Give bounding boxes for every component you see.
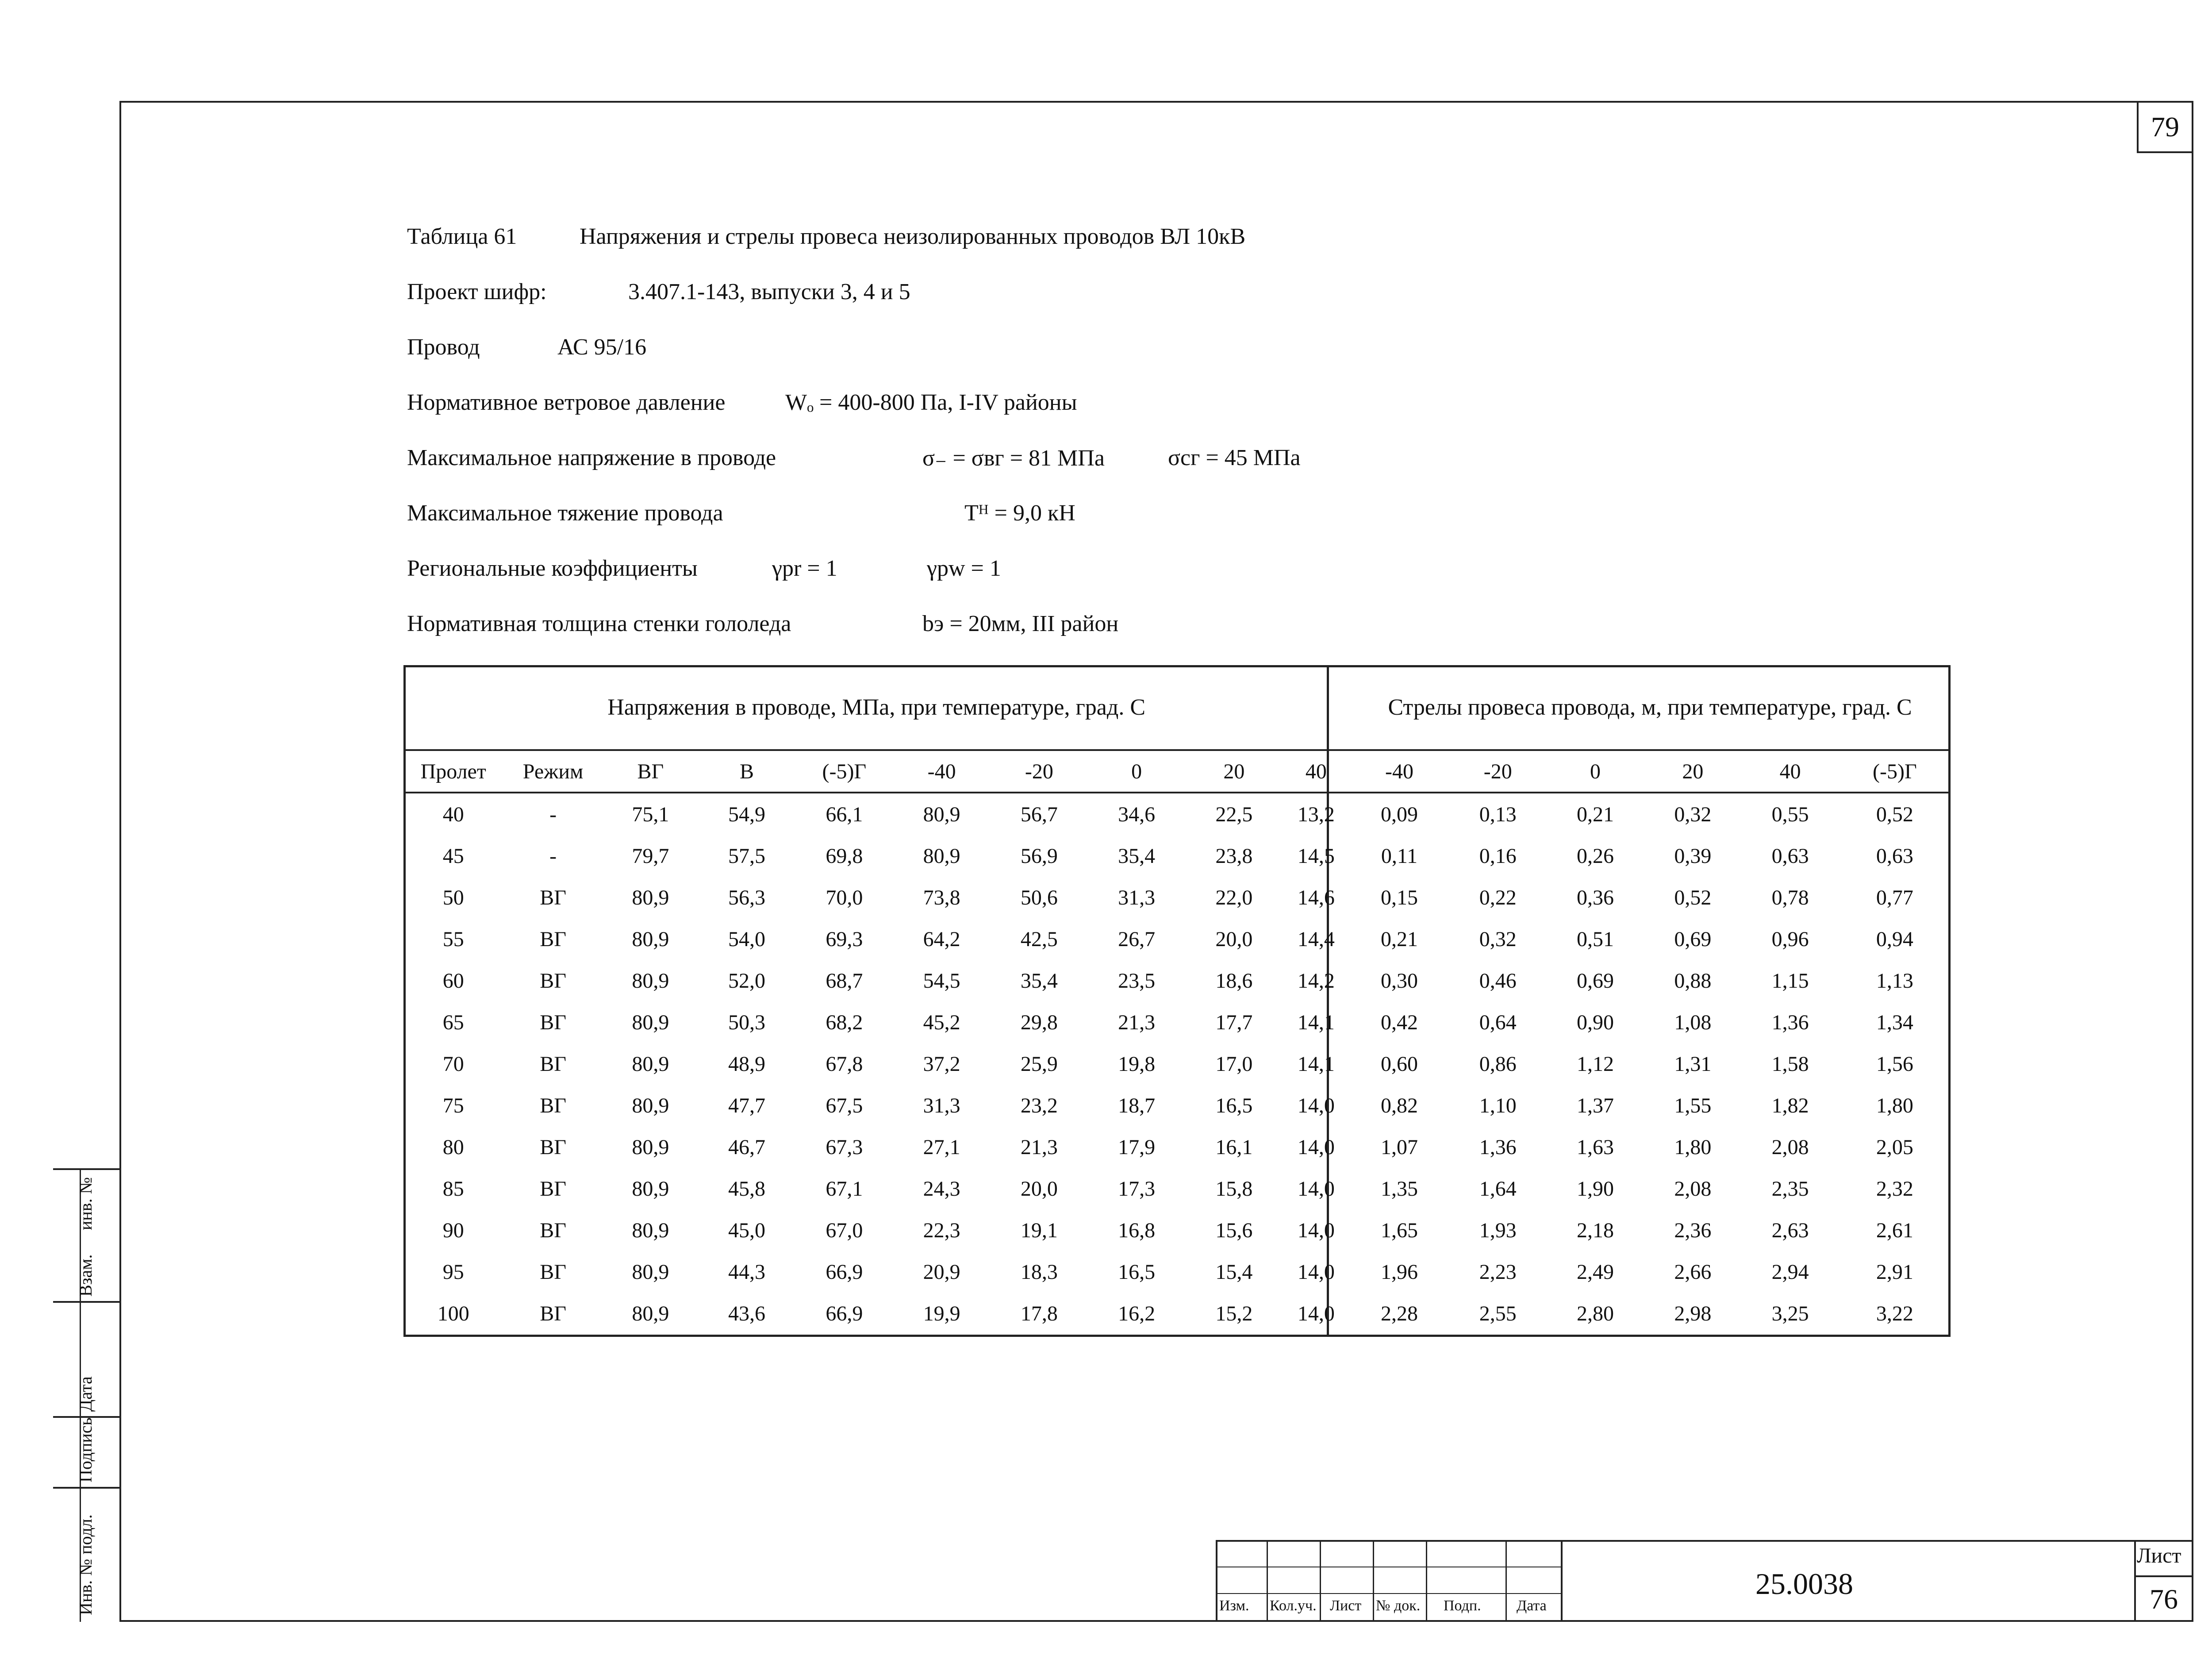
table-cell: 22,0: [1215, 885, 1253, 909]
table-cell: 66,1: [826, 802, 863, 826]
table-cell: 73,8: [923, 885, 960, 909]
table-cell: 0,88: [1674, 969, 1712, 993]
table-cell: 80,9: [632, 1218, 669, 1242]
stress-value: σ₋ = σвг = 81 МПа: [922, 446, 1105, 471]
table-cell: 0,51: [1577, 927, 1614, 951]
table-cell: 2,36: [1674, 1218, 1712, 1242]
table-cell: 16,2: [1118, 1301, 1156, 1325]
table-cell: 14,1: [1297, 1010, 1335, 1034]
wire-value: АС 95/16: [557, 335, 647, 360]
col-header: -40: [1349, 750, 1449, 793]
table-cell: 85: [442, 1177, 464, 1201]
table-row: [403, 1001, 1951, 1043]
table-cell: 1,35: [1380, 1177, 1418, 1201]
table-body: [403, 793, 1951, 1334]
side-stamp-divider: [53, 1301, 119, 1303]
table-cell: 16,5: [1215, 1093, 1253, 1117]
table-cell: 20,0: [1215, 927, 1253, 951]
table-cell: ВГ: [540, 1218, 566, 1242]
table-cell: 1,82: [1771, 1093, 1809, 1117]
table-cell: 0,32: [1674, 802, 1712, 826]
table-cell: 0,94: [1876, 927, 1913, 951]
table-cell: 2,28: [1380, 1301, 1418, 1325]
stamp-label-kolich: Кол.уч.: [1270, 1598, 1317, 1614]
table-cell: 0,26: [1577, 844, 1614, 868]
project-label: Проект шифр:: [407, 279, 547, 304]
table-cell: 69,3: [826, 927, 863, 951]
table-cell: 45,8: [728, 1177, 766, 1201]
table-cell: 2,08: [1771, 1135, 1809, 1159]
table-cell: 2,35: [1771, 1177, 1809, 1201]
grid-line: [1320, 1540, 1321, 1622]
table-cell: 70,0: [826, 885, 863, 909]
project-value: 3.407.1-143, выпуски 3, 4 и 5: [628, 279, 910, 304]
table-cell: 52,0: [728, 969, 766, 993]
table-cell: ВГ: [540, 1052, 566, 1076]
table-cell: 35,4: [1020, 969, 1058, 993]
col-header: -40: [893, 750, 990, 793]
wind-label: Нормативное ветровое давление: [407, 390, 726, 415]
table-cell: 40: [442, 802, 464, 826]
col-header: (-5)Г: [1839, 750, 1951, 793]
table-cell: 45,0: [728, 1218, 766, 1242]
table-cell: 1,15: [1771, 969, 1809, 993]
stamp-label-doc: № док.: [1376, 1598, 1421, 1614]
table-cell: 14,0: [1297, 1093, 1335, 1117]
side-label-invno: инв. №: [76, 1177, 96, 1230]
table-cell: 17,8: [1020, 1301, 1058, 1325]
table-cell: 80,9: [632, 1135, 669, 1159]
stamp-label-date: Дата: [1517, 1598, 1547, 1614]
col-header: (-5)Г: [795, 750, 893, 793]
col-header: -20: [991, 750, 1088, 793]
side-label-sign: Подпись: [76, 1417, 96, 1482]
table-cell: 20,9: [923, 1260, 960, 1284]
table-cell: 35,4: [1118, 844, 1156, 868]
document-code: 25.0038: [1755, 1567, 1853, 1601]
table-row: [403, 1251, 1951, 1293]
regional-value-2: γpw = 1: [927, 556, 1001, 581]
table-cell: 2,18: [1577, 1218, 1614, 1242]
table-cell: 80,9: [923, 802, 960, 826]
col-header: 20: [1185, 750, 1283, 793]
table-cell: 14,0: [1297, 1218, 1335, 1242]
table-cell: ВГ: [540, 927, 566, 951]
group-header-sag: Стрелы провеса провода, м, при температуре, град. С: [1349, 665, 1951, 750]
table-row: [403, 1168, 1951, 1209]
table-cell: 2,98: [1674, 1301, 1712, 1325]
table-cell: 47,7: [728, 1093, 766, 1117]
sheet-number-top: 79: [2137, 101, 2193, 153]
table-cell: 75,1: [632, 802, 669, 826]
table-cell: 14,4: [1297, 927, 1335, 951]
col-header: 0: [1088, 750, 1185, 793]
table-cell: 1,90: [1577, 1177, 1614, 1201]
table-cell: 67,0: [826, 1218, 863, 1242]
table-cell: 14,0: [1297, 1135, 1335, 1159]
table-cell: 54,9: [728, 802, 766, 826]
table-row: [403, 1209, 1951, 1251]
table-cell: 0,69: [1674, 927, 1712, 951]
table-cell: 29,8: [1020, 1010, 1058, 1034]
table-cell: 0,63: [1771, 844, 1809, 868]
table-row: [403, 1293, 1951, 1334]
tension-label: Максимальное тяжение провода: [407, 500, 723, 526]
table-cell: 0,15: [1380, 885, 1418, 909]
table-cell: 1,80: [1674, 1135, 1712, 1159]
col-header: -20: [1449, 750, 1547, 793]
table-cell: 0,21: [1380, 927, 1418, 951]
table-cell: 67,5: [826, 1093, 863, 1117]
table-cell: 67,8: [826, 1052, 863, 1076]
table-cell: 3,22: [1876, 1301, 1913, 1325]
grid-line: [1373, 1540, 1374, 1622]
table-cell: 1,10: [1479, 1093, 1517, 1117]
table-cell: 0,86: [1479, 1052, 1517, 1076]
table-cell: 19,8: [1118, 1052, 1156, 1076]
table-cell: 1,65: [1380, 1218, 1418, 1242]
table-cell: 2,63: [1771, 1218, 1809, 1242]
table-cell: 27,1: [923, 1135, 960, 1159]
table-cell: 46,7: [728, 1135, 766, 1159]
table-cell: 0,64: [1479, 1010, 1517, 1034]
table-cell: 50: [442, 885, 464, 909]
table-cell: 55: [442, 927, 464, 951]
table-cell: 80,9: [632, 1177, 669, 1201]
col-header: Пролет: [403, 750, 503, 793]
table-cell: ВГ: [540, 1135, 566, 1159]
table-cell: 15,2: [1215, 1301, 1253, 1325]
table-cell: 0,39: [1674, 844, 1712, 868]
table-cell: 68,2: [826, 1010, 863, 1034]
grid-line: [1505, 1540, 1507, 1622]
table-cell: 1,58: [1771, 1052, 1809, 1076]
table-cell: 1,93: [1479, 1218, 1517, 1242]
table-cell: 0,77: [1876, 885, 1913, 909]
table-cell: 0,11: [1381, 844, 1418, 868]
table-cell: 24,3: [923, 1177, 960, 1201]
table-cell: 90: [442, 1218, 464, 1242]
table-cell: 0,42: [1380, 1010, 1418, 1034]
table-cell: 100: [437, 1301, 469, 1325]
table-cell: 43,6: [728, 1301, 766, 1325]
table-cell: 2,23: [1479, 1260, 1517, 1284]
table-cell: 23,8: [1215, 844, 1253, 868]
table-cell: 14,6: [1297, 885, 1335, 909]
table-cell: 3,25: [1771, 1301, 1809, 1325]
table-cell: 31,3: [923, 1093, 960, 1117]
table-cell: 14,5: [1297, 844, 1335, 868]
table-cell: 67,3: [826, 1135, 863, 1159]
table-cell: 2,91: [1876, 1260, 1913, 1284]
table-cell: 0,96: [1771, 927, 1809, 951]
side-label-inv: Инв. № подл.: [76, 1514, 96, 1615]
table-cell: 23,2: [1020, 1093, 1058, 1117]
table-cell: 1,34: [1876, 1010, 1913, 1034]
table-cell: 2,80: [1577, 1301, 1614, 1325]
table-cell: ВГ: [540, 885, 566, 909]
table-cell: 15,6: [1215, 1218, 1253, 1242]
col-header: 40: [1741, 750, 1839, 793]
table-cell: 0,32: [1479, 927, 1517, 951]
grid-line: [1426, 1540, 1427, 1622]
table-cell: 22,3: [923, 1218, 960, 1242]
column-header-row: [403, 750, 1951, 793]
table-cell: 80,9: [632, 1052, 669, 1076]
table-cell: 0,36: [1577, 885, 1614, 909]
table-cell: 34,6: [1118, 802, 1156, 826]
table-cell: 22,5: [1215, 802, 1253, 826]
table-cell: 17,7: [1215, 1010, 1253, 1034]
side-stamp: [53, 1168, 119, 1622]
table-row: [403, 835, 1951, 877]
table-cell: 54,5: [923, 969, 960, 993]
table-cell: 1,12: [1577, 1052, 1614, 1076]
table-cell: 0,78: [1771, 885, 1809, 909]
table-cell: 18,3: [1020, 1260, 1058, 1284]
table-cell: 0,30: [1380, 969, 1418, 993]
table-cell: 42,5: [1020, 927, 1058, 951]
table-cell: 15,4: [1215, 1260, 1253, 1284]
table-cell: 13,2: [1297, 802, 1335, 826]
table-cell: 0,63: [1876, 844, 1913, 868]
table-cell: 31,3: [1118, 885, 1156, 909]
table-cell: 14,2: [1297, 969, 1335, 993]
sheet-number: 76: [2134, 1575, 2193, 1622]
table-cell: 37,2: [923, 1052, 960, 1076]
table-cell: 23,5: [1118, 969, 1156, 993]
table-cell: 69,8: [826, 844, 863, 868]
table-cell: 70: [442, 1052, 464, 1076]
side-stamp-divider: [53, 1487, 119, 1489]
col-header: 40: [1283, 750, 1350, 793]
table-cell: ВГ: [540, 969, 566, 993]
table-cell: 68,7: [826, 969, 863, 993]
table-row: [403, 1043, 1951, 1085]
table-cell: 0,52: [1876, 802, 1913, 826]
regional-label: Региональные коэффициенты: [407, 556, 698, 581]
table-cell: 18,6: [1215, 969, 1253, 993]
table-cell: 0,09: [1380, 802, 1418, 826]
table-cell: 0,69: [1577, 969, 1614, 993]
table-cell: 79,7: [632, 844, 669, 868]
table-cell: 0,52: [1674, 885, 1712, 909]
col-header: 20: [1644, 750, 1741, 793]
table-cell: 1,80: [1876, 1093, 1913, 1117]
table-cell: -: [549, 802, 557, 826]
table-cell: 2,49: [1577, 1260, 1614, 1284]
table-cell: 45,2: [923, 1010, 960, 1034]
table-cell: 54,0: [728, 927, 766, 951]
table-cell: 21,3: [1118, 1010, 1156, 1034]
table-cell: 16,1: [1215, 1135, 1253, 1159]
sheet-label: Лист: [2137, 1544, 2181, 1567]
table-cell: 19,1: [1020, 1218, 1058, 1242]
ice-label: Нормативная толщина стенки гололеда: [407, 611, 791, 636]
table-cell: 57,5: [728, 844, 766, 868]
table-row: [403, 960, 1951, 1001]
table-cell: 95: [442, 1260, 464, 1284]
table-cell: 1,13: [1876, 969, 1913, 993]
stamp-label-sign: Подп.: [1444, 1598, 1481, 1614]
side-stamp-divider: [53, 1168, 119, 1170]
stamp-label-list: Лист: [1330, 1598, 1362, 1614]
table-cell: 20,0: [1020, 1177, 1058, 1201]
table-cell: 14,0: [1297, 1301, 1335, 1325]
table-cell: 1,56: [1876, 1052, 1913, 1076]
table-cell: 0,22: [1479, 885, 1517, 909]
table-cell: 17,3: [1118, 1177, 1156, 1201]
table-cell: 2,55: [1479, 1301, 1517, 1325]
table-cell: 0,82: [1380, 1093, 1418, 1117]
table-cell: 66,9: [826, 1260, 863, 1284]
table-cell: 1,55: [1674, 1093, 1712, 1117]
table-cell: 1,36: [1479, 1135, 1517, 1159]
table-cell: 80,9: [923, 844, 960, 868]
table-cell: 80,9: [632, 885, 669, 909]
wire-label: Провод: [407, 335, 480, 360]
table-cell: 1,64: [1479, 1177, 1517, 1201]
table-row: [403, 918, 1951, 960]
table-cell: 14,1: [1297, 1052, 1335, 1076]
table-cell: 14,0: [1297, 1260, 1335, 1284]
table-cell: 2,94: [1771, 1260, 1809, 1284]
table-cell: 17,9: [1118, 1135, 1156, 1159]
table-cell: 66,9: [826, 1301, 863, 1325]
table-cell: 56,7: [1020, 802, 1058, 826]
table-cell: 48,9: [728, 1052, 766, 1076]
table-cell: -: [549, 844, 557, 868]
table-cell: 80,9: [632, 1010, 669, 1034]
col-header: 0: [1547, 750, 1644, 793]
table-cell: 44,3: [728, 1260, 766, 1284]
table-cell: 80,9: [632, 1301, 669, 1325]
table-cell: 1,07: [1380, 1135, 1418, 1159]
table-row: [403, 877, 1951, 918]
table-cell: 56,9: [1020, 844, 1058, 868]
col-header: Режим: [503, 750, 603, 793]
table-cell: 0,13: [1479, 802, 1517, 826]
table-cell: 75: [442, 1093, 464, 1117]
table-cell: 21,3: [1020, 1135, 1058, 1159]
ice-value: bэ = 20мм, III район: [922, 611, 1119, 636]
stress-label: Максимальное напряжение в проводе: [407, 445, 776, 470]
table-cell: 1,08: [1674, 1010, 1712, 1034]
table-cell: 56,3: [728, 885, 766, 909]
table-cell: 2,66: [1674, 1260, 1712, 1284]
table-cell: 80,9: [632, 1260, 669, 1284]
table-cell: 2,05: [1876, 1135, 1913, 1159]
table-cell: 0,90: [1577, 1010, 1614, 1034]
data-table: [403, 665, 1951, 1334]
table-cell: 64,2: [923, 927, 960, 951]
table-label: Таблица 61: [407, 224, 517, 249]
table-cell: 2,61: [1876, 1218, 1913, 1242]
table-cell: 0,55: [1771, 802, 1809, 826]
table-cell: 80,9: [632, 1093, 669, 1117]
stress-value-2: σсг = 45 МПа: [1168, 445, 1301, 470]
table-cell: 1,31: [1674, 1052, 1712, 1076]
table-cell: ВГ: [540, 1010, 566, 1034]
regional-value-1: γpr = 1: [772, 556, 837, 581]
col-header: В: [698, 750, 795, 793]
side-label-date: Дата: [76, 1376, 96, 1412]
table-cell: 2,08: [1674, 1177, 1712, 1201]
table-row: [403, 1126, 1951, 1168]
table-cell: 60: [442, 969, 464, 993]
table-row: [403, 1085, 1951, 1126]
table-cell: 1,36: [1771, 1010, 1809, 1034]
tension-value: Тᴴ = 9,0 кН: [964, 500, 1075, 526]
table-cell: 1,63: [1577, 1135, 1614, 1159]
group-header-stress: Напряжения в проводе, МПа, при температуре, град. С: [403, 665, 1349, 750]
table-cell: 50,6: [1020, 885, 1058, 909]
table-cell: 0,16: [1479, 844, 1517, 868]
table-cell: 80,9: [632, 969, 669, 993]
stamp-label-izm: Изм.: [1219, 1598, 1249, 1614]
table-cell: 80,9: [632, 927, 669, 951]
table-cell: 50,3: [728, 1010, 766, 1034]
table-cell: ВГ: [540, 1301, 566, 1325]
table-cell: 15,8: [1215, 1177, 1253, 1201]
table-cell: 0,60: [1380, 1052, 1418, 1076]
table-cell: 0,21: [1577, 802, 1614, 826]
col-header: ВГ: [603, 750, 698, 793]
table-cell: 19,9: [923, 1301, 960, 1325]
table-cell: 17,0: [1215, 1052, 1253, 1076]
table-cell: ВГ: [540, 1177, 566, 1201]
table-cell: 16,5: [1118, 1260, 1156, 1284]
table-cell: 14,0: [1297, 1177, 1335, 1201]
side-label-vzam: Взам.: [76, 1254, 96, 1297]
table-cell: 18,7: [1118, 1093, 1156, 1117]
table-cell: 65: [442, 1010, 464, 1034]
table-cell: 26,7: [1118, 927, 1156, 951]
table-title: Напряжения и стрелы провеса неизолированных проводов ВЛ 10кВ: [580, 224, 1246, 249]
table-row: [403, 793, 1951, 835]
table-cell: ВГ: [540, 1093, 566, 1117]
table-cell: 16,8: [1118, 1218, 1156, 1242]
table-cell: 2,32: [1876, 1177, 1913, 1201]
table-cell: 1,96: [1380, 1260, 1418, 1284]
table-cell: 25,9: [1020, 1052, 1058, 1076]
table-cell: 80: [442, 1135, 464, 1159]
group-header-row: [403, 665, 1951, 750]
table-cell: ВГ: [540, 1260, 566, 1284]
table-cell: 1,37: [1577, 1093, 1614, 1117]
table-cell: 0,46: [1479, 969, 1517, 993]
grid-line: [1267, 1540, 1268, 1622]
wind-value: Wₒ = 400-800 Па, I-IV районы: [785, 390, 1077, 415]
table-cell: 45: [442, 844, 464, 868]
table-cell: 67,1: [826, 1177, 863, 1201]
title-block: [1216, 1540, 2193, 1622]
